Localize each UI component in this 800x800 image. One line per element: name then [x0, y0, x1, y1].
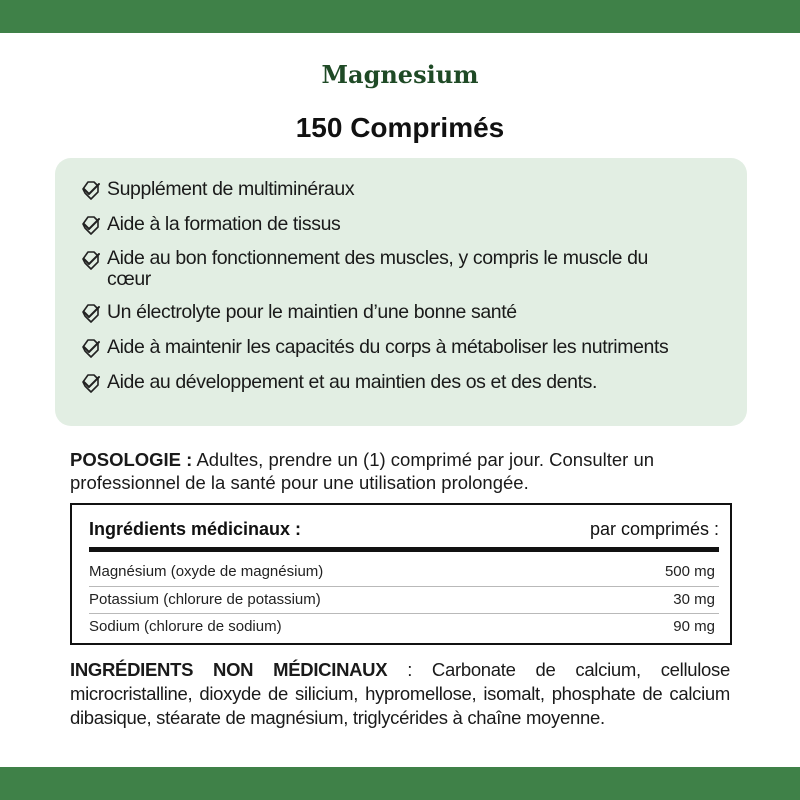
top-color-band — [0, 0, 800, 33]
table-header — [89, 519, 719, 540]
ingredient-amount: 90 mg — [673, 618, 715, 635]
medicinal-ingredients-table — [70, 503, 732, 645]
bottom-color-band — [0, 767, 800, 800]
table-row — [89, 613, 719, 640]
benefit-item — [79, 371, 729, 395]
benefit-item — [79, 301, 729, 325]
table-header-unit: par comprimés : — [589, 519, 719, 539]
benefit-item — [79, 336, 729, 360]
ingredient-name: Potassium (chlorure de potassium) — [89, 591, 321, 608]
ingredient-name: Sodium (chlorure de sodium) — [89, 618, 282, 635]
benefit-text: Aide au développement et au maintien des os et des dents. — [107, 371, 597, 393]
table-header-label: Ingrédients médicinaux : — [89, 519, 302, 539]
tablet-count: 150 Comprimés — [295, 112, 505, 143]
benefit-item — [79, 213, 729, 237]
non-medicinal-text: : Carbonate de calcium, cellulose microcristalline, dioxyde de silicium, hypromellose, isomalt, phosphate de calcium dibasique, stéarate de magnésium, triglycérides à chaîne moyenne. — [70, 659, 730, 728]
check-badge-icon — [79, 250, 103, 272]
table-row — [89, 586, 719, 613]
check-badge-icon — [79, 373, 103, 395]
benefit-item — [79, 178, 729, 202]
ingredient-amount: 500 mg — [664, 563, 715, 580]
check-badge-icon — [79, 180, 103, 202]
non-medicinal-label: INGRÉDIENTS NON MÉDICINAUX — [70, 659, 388, 680]
benefit-text: Aide au bon fonctionnement des muscles, y compris le muscle du cœur — [107, 247, 648, 290]
benefit-text: Aide à la formation de tissus — [107, 213, 341, 235]
benefit-text: Aide à maintenir les capacités du corps à métaboliser les nutriments — [107, 336, 669, 358]
dosage-paragraph — [70, 448, 732, 494]
table-header-rule — [89, 547, 719, 552]
check-badge-icon — [79, 338, 103, 360]
ingredient-amount: 30 mg — [673, 591, 715, 608]
product-name: Magnesium — [321, 60, 479, 89]
check-badge-icon — [79, 215, 103, 237]
benefit-text: Un électrolyte pour le maintien d’une bonne santé — [107, 301, 517, 323]
benefit-item — [79, 248, 729, 290]
ingredient-name: Magnésium (oxyde de magnésium) — [89, 563, 324, 580]
benefits-panel — [55, 158, 747, 426]
benefit-text: Supplément de multiminéraux — [107, 178, 355, 200]
dosage-label: POSOLOGIE : — [70, 449, 193, 470]
non-medicinal-paragraph — [70, 658, 730, 730]
check-badge-icon — [79, 303, 103, 325]
table-row — [89, 558, 719, 585]
dosage-text: Adultes, prendre un (1) comprimé par jour. Consulter un professionnel de la santé pour une utilisation prolongée. — [70, 449, 655, 493]
